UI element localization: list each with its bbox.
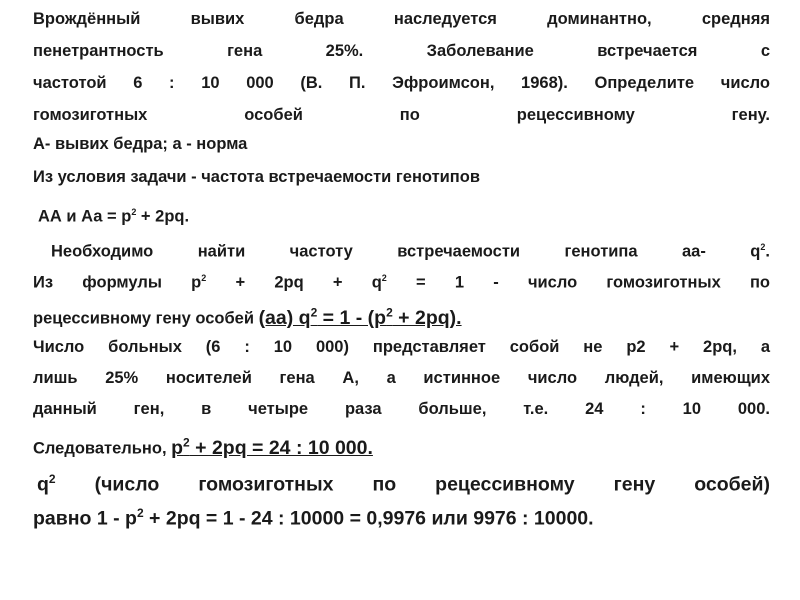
- formula-p2-sup: 2: [183, 435, 190, 449]
- formula-q2-b: = 1 - (p: [317, 306, 387, 329]
- formula-p2-a: p: [171, 436, 184, 459]
- answer-line-2: [33, 496, 770, 530]
- solution-line-2-c: = 1 - число гомозиготных по: [386, 273, 771, 292]
- condition-paragraph: [33, 162, 770, 193]
- answer-line-1-q: q: [37, 473, 49, 496]
- solution-line-1: [33, 232, 770, 263]
- solution-line-2-sup2: 2: [381, 273, 387, 283]
- solution-paragraph-1: [33, 232, 770, 330]
- answer-line-1-sup: 2: [48, 472, 56, 486]
- problem-line-4: гомозиготных особей по рецессивному гену.: [33, 106, 770, 124]
- genotype-frequency-line: [33, 197, 770, 228]
- solution-line-1-end: .: [765, 242, 770, 261]
- answer-line-2-sup: 2: [136, 506, 144, 520]
- problem-line-1: Врождённый вывих бедра наследуется доминантно, средняя: [33, 10, 770, 28]
- condition-line: Из условия задачи - частота встречаемости генотипов: [33, 168, 480, 186]
- formula-q2-c: + 2pq).: [392, 306, 462, 329]
- formula-text-a: АА и Аа = р: [38, 207, 132, 226]
- formula-q2-sup1: 2: [310, 305, 318, 319]
- solution-line-3-text: рецессивному гену особей: [33, 309, 259, 328]
- solution-line-2-sup1: 2: [201, 273, 207, 283]
- solution-line-6: данный ген, в четыре раза больше, т.е. 24 : 10 000.: [33, 400, 770, 418]
- formula-text-b: + 2pq.: [136, 207, 190, 226]
- answer-line-1: [33, 462, 770, 496]
- solution-line-2-b: + 2pq + q: [206, 273, 382, 292]
- solution-paragraph-2: [33, 332, 770, 459]
- answer-line-2-b: + 2pq = 1 - 24 : 10000 = 0,9976 или 9976 : 10000.: [143, 507, 594, 530]
- answer-line-2-a: равно 1 - p: [33, 507, 137, 530]
- answer-paragraph: [33, 462, 770, 530]
- problem-line-3: частотой 6 : 10 000 (В. П. Эфроимсон, 1968). Определите число: [33, 74, 770, 92]
- formula-q2-sup2: 2: [386, 305, 393, 319]
- solution-line-7: [33, 425, 770, 459]
- solution-line-1-text: Необходимо найти частоту встречаемости генотипа аа- q: [51, 242, 761, 261]
- solution-line-2-a: Из формулы p: [33, 273, 202, 292]
- problem-line-5: А- вывих бедра; а - норма: [33, 135, 248, 153]
- formula-q2: [259, 307, 462, 329]
- genotype-frequency-paragraph: [33, 197, 770, 228]
- formula-q2-a: (аа) q: [258, 306, 311, 329]
- problem-statement: [33, 3, 770, 157]
- solution-line-7-text: Следовательно,: [33, 439, 172, 458]
- formula-p2-2pq: [171, 437, 373, 459]
- solution-line-2: [33, 263, 770, 294]
- formula-sup: 2: [131, 207, 137, 217]
- solution-line-4: Число больных (6 : 10 000) представляет собой не p2 + 2pq, а: [33, 338, 770, 356]
- solution-line-5: лишь 25% носителей гена А, а истинное число людей, имеющих: [33, 369, 770, 387]
- answer-line-1-text: (число гомозиготных по рецессивному гену особей): [55, 473, 770, 496]
- solution-line-1-sup: 2: [760, 242, 766, 252]
- formula-p2-b: + 2pq = 24 : 10 000.: [189, 436, 373, 459]
- problem-line-2: пенетрантность гена 25%. Заболевание встречается с: [33, 42, 770, 60]
- solution-line-3: [33, 294, 770, 330]
